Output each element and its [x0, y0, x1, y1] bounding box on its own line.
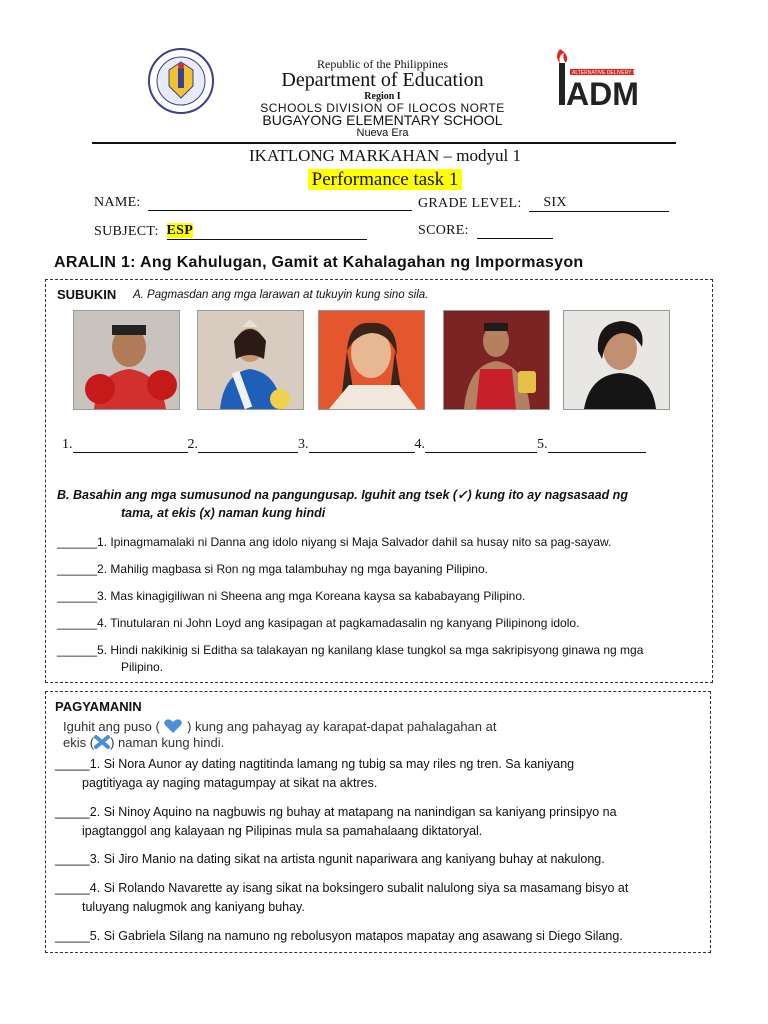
answer-blank[interactable]: [73, 438, 188, 453]
item-number: 4.: [97, 616, 108, 630]
instruction-text: ) kung ang pahayag ay karapat-dapat pahalagahan at: [187, 718, 497, 734]
item-text: Hindi nakikinig si Editha sa talakayan ng kanilang klase tungkol sa mga sakripisyong ginawa ng mga: [110, 643, 644, 657]
list-item: [55, 879, 628, 898]
photo-3-actress: [318, 310, 425, 410]
item-number: 5.: [89, 929, 101, 943]
x-icon: [94, 735, 110, 752]
item-number: 2.: [97, 562, 108, 576]
instruction-a: A. Pagmasdan ang mga larawan at tukuyin kung sino sila.: [133, 289, 429, 301]
school-name: BUGAYONG ELEMENTARY SCHOOL: [262, 112, 503, 128]
item-text-cont: pagtitiyaga ay naging matagumpay at sikat na aktres.: [82, 776, 378, 790]
list-item: [57, 562, 488, 577]
name-field[interactable]: [148, 196, 412, 211]
subukin-heading: SUBUKIN: [57, 287, 117, 302]
item-text: Si Nora Aunor ay dating nagtitinda lamang ng tubig sa may riles ng tren. Sa kaniyang: [103, 757, 575, 771]
answer-blank[interactable]: [425, 438, 537, 453]
answer-blank[interactable]: ______: [57, 643, 98, 657]
item-text: Tinutularan ni John Loyd ang kasipagan at pagkamadasalin ng kanyang Pilipinong idolo.: [110, 616, 580, 630]
answer-number: 1.: [62, 437, 73, 452]
name-label: NAME:: [94, 195, 141, 210]
item-text-cont: Pilipino.: [121, 660, 164, 674]
list-item: [57, 589, 525, 604]
answer-number: 3.: [298, 437, 309, 452]
quarter-title: IKATLONG MARKAHAN – modyul 1: [249, 146, 521, 165]
answer-blank[interactable]: [198, 438, 298, 453]
item-text: Mahilig magbasa si Ron ng mga talambuhay ng mga bayaning Pilipino.: [110, 562, 488, 576]
division-line: SCHOOLS DIVISION OF ILOCOS NORTE: [260, 101, 505, 115]
grade-label: GRADE LEVEL:: [418, 196, 522, 211]
answer-blank[interactable]: _____: [55, 852, 90, 866]
adm-logo: [550, 45, 648, 112]
instruction-text: ekis (: [63, 735, 95, 750]
svg-text:ADM: ADM: [566, 76, 639, 112]
item-number: 4.: [89, 881, 101, 895]
answer-number: 4.: [414, 437, 425, 452]
subject-label: SUBJECT:: [94, 224, 159, 239]
photo-1-boxer: [73, 310, 180, 410]
item-number: 1.: [89, 757, 101, 771]
answer-blank[interactable]: _____: [55, 805, 90, 819]
item-text: Si Jiro Manio na dating sikat na artista ngunit napariwara ang kaniyang buhay at nakulong.: [103, 852, 605, 866]
item-number: 2.: [89, 805, 101, 819]
item-text-cont: ipagtanggol ang kalayaan ng Pilipinas mula sa pamahalaang diktatoryal.: [82, 824, 483, 838]
region-line: Region I: [364, 91, 401, 102]
item-text: Si Gabriela Silang na namuno ng rebolusyon matapos mapatay ang asawang si Diego Silang.: [103, 929, 623, 943]
list-item: [57, 643, 643, 658]
answer-number: 2.: [187, 437, 198, 452]
answer-blank[interactable]: [309, 438, 415, 453]
task-title: Performance task 1: [308, 169, 463, 190]
item-number: 3.: [97, 589, 108, 603]
answer-blank[interactable]: _____: [55, 929, 90, 943]
item-text: Mas kinagigiliwan ni Sheena ang mga Koreana kaysa sa kababayang Pilipino.: [110, 589, 526, 603]
pagyamanin-instruction-cont: [63, 735, 224, 752]
list-item: [55, 803, 617, 822]
item-number: 3.: [89, 852, 101, 866]
list-item: [55, 850, 605, 869]
grade-value[interactable]: SIX: [543, 195, 567, 210]
score-field[interactable]: [477, 224, 553, 239]
pagyamanin-heading: PAGYAMANIN: [55, 699, 142, 714]
answer-blank[interactable]: ______: [57, 589, 98, 603]
answer-blank[interactable]: ______: [57, 535, 98, 549]
answer-blank[interactable]: ______: [57, 562, 98, 576]
item-text: Ipinagmamalaki ni Danna ang idolo niyang si Maja Salvador dahil sa husay nito sa pag-sayaw.: [110, 535, 612, 549]
instruction-b-cont: tama, at ekis (x) naman kung hindi: [121, 506, 326, 520]
subject-value[interactable]: ESP: [166, 223, 194, 238]
photo-5-senior-actress: [563, 310, 670, 410]
answer-number: 5.: [537, 437, 548, 452]
grade-row: [418, 195, 669, 212]
svg-text:ALTERNATIVE DELIVERY MODE: ALTERNATIVE DELIVERY MODE: [572, 70, 648, 76]
instruction-b: B. Basahin ang mga sumusunod na pangungusap. Iguhit ang tsek (✓) kung ito ay nagsasaad ng: [57, 488, 628, 502]
department-title: Department of Education: [281, 69, 484, 91]
subject-row: [94, 223, 367, 240]
answer-blank[interactable]: [548, 438, 646, 453]
list-item: [55, 755, 574, 774]
list-item: [57, 616, 579, 631]
item-text-cont: tuluyang nalugmok ang kaniyang buhay.: [82, 900, 305, 914]
instruction-text: Iguhit ang puso (: [63, 718, 160, 734]
item-text: Si Rolando Navarette ay isang sikat na boksingero subalit nalulong siya sa masamang bisyo at: [103, 881, 629, 895]
photo-4-weightlifter: [443, 310, 550, 410]
name-row: [94, 195, 412, 211]
score-row: [418, 223, 553, 239]
header-divider: [92, 142, 676, 144]
town-line: Nueva Era: [356, 127, 409, 139]
item-number: 1.: [97, 535, 108, 549]
score-label: SCORE:: [418, 223, 469, 238]
answer-blank[interactable]: ______: [57, 616, 98, 630]
answer-blank[interactable]: _____: [55, 881, 90, 895]
item-number: 5.: [97, 643, 108, 657]
answer-blank[interactable]: _____: [55, 757, 90, 771]
list-item: [57, 535, 611, 550]
photo-2-beauty-queen: [197, 310, 304, 410]
republic-line: Republic of the Philippines: [317, 57, 448, 71]
instruction-text: ) naman kung hindi.: [110, 735, 225, 750]
answer-line-row: [62, 437, 646, 453]
list-item: [55, 927, 623, 946]
item-text: Si Ninoy Aquino na nagbuwis ng buhay at matapang na nanindigan sa kaniyang prinsipyo na: [103, 805, 617, 819]
lesson-title: ARALIN 1: Ang Kahulugan, Gamit at Kahalagahan ng Impormasyon: [54, 254, 584, 271]
